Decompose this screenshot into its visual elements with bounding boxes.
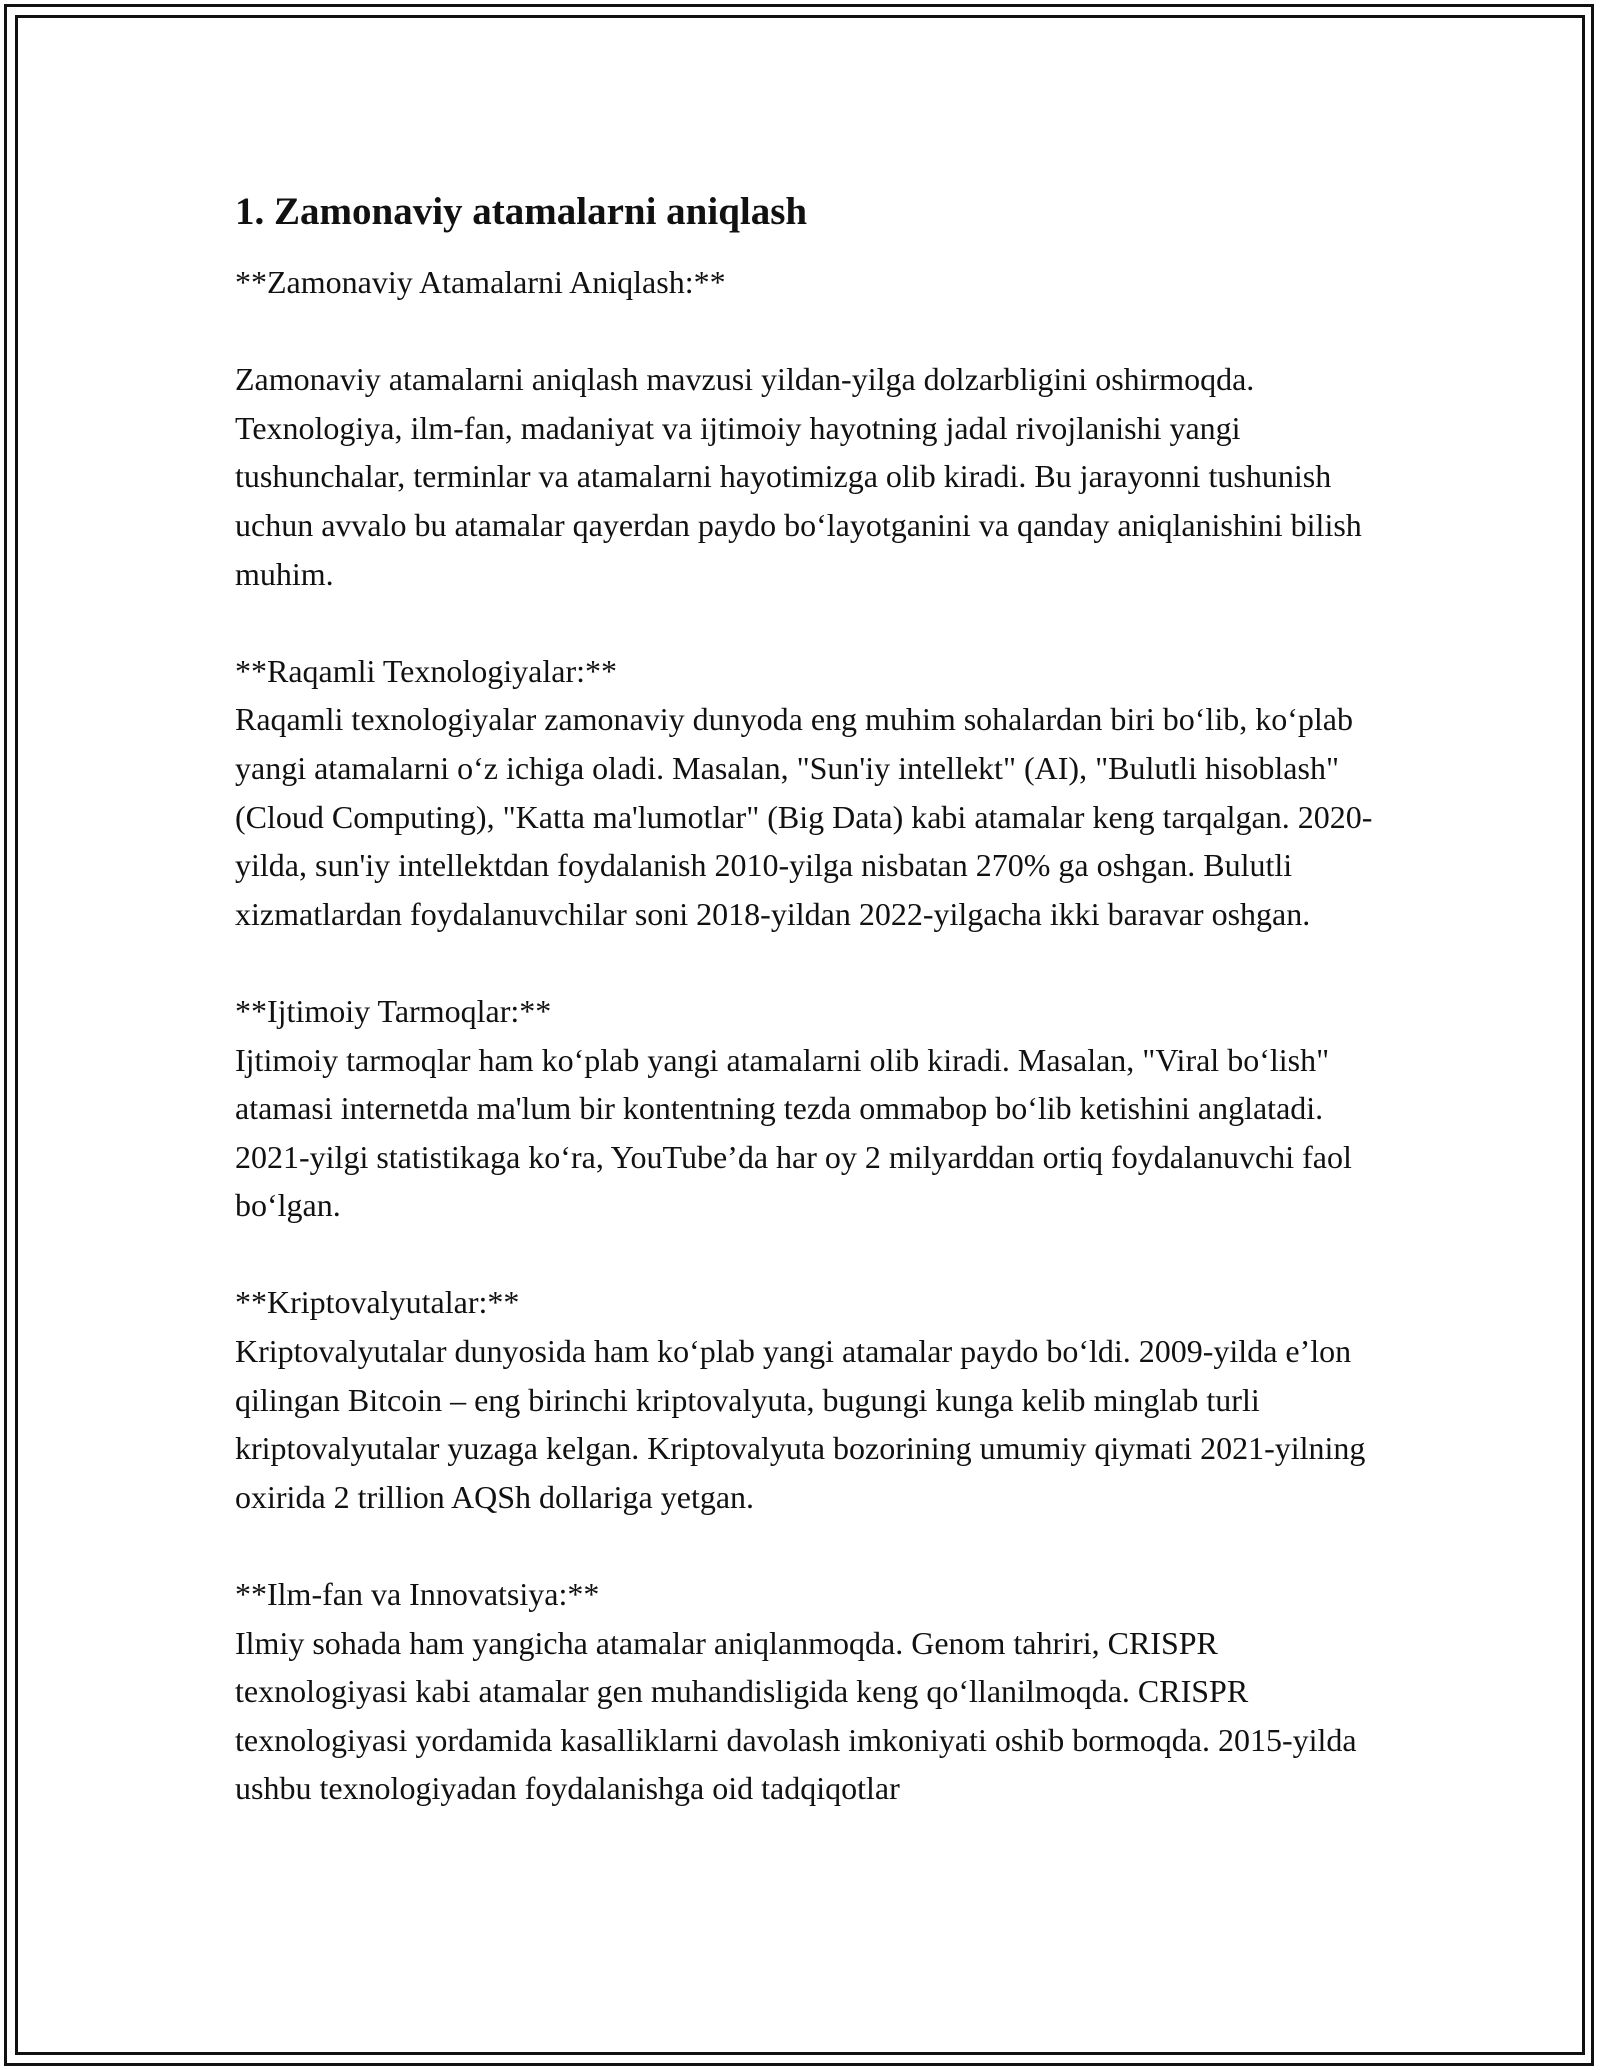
section-heading: **Raqamli Texnologiyalar:** — [235, 652, 617, 689]
section-paragraph: Ilmiy sohada ham yangicha atamalar aniqlanmoqda. Genom tahriri, CRISPR texnologiyasi kabi atamalar gen muhandisligida keng qo‘llanilmoqda. CRISPR texnologiyasi yordamida kasalliklarni davolash imkoniyati oshib bormoqda. 2015-yilda ushbu texnologiyadan foydalanishga oid tadqiqotlar — [235, 1624, 1357, 1807]
section-paragraph: Ijtimoiy tarmoqlar ham ko‘plab yangi atamalarni olib kiradi. Masalan, "Viral bo‘lish" atamasi internetda ma'lum bir kontentning tezda ommabop bo‘lib ketishini anglatadi. 2021-yilgi statistikaga ko‘ra, YouTube’da har oy 2 milyarddan ortiq foydalanuvchi faol bo‘lgan. — [235, 1041, 1352, 1224]
section-paragraph: Raqamli texnologiyalar zamonaviy dunyoda eng muhim sohalardan biri bo‘lib, ko‘plab yangi atamalarni o‘z ichiga oladi. Masalan, "Sun'iy intellekt" (AI), "Bulutli hisoblash" (Cloud Computing), "Katta ma'lumotlar" (Big Data) kabi atamalar keng tarqalgan. 2020-yilda, sun'iy intellektdan foydalanish 2010-yilga nisbatan 270% ga oshgan. Bulutli xizmatlardan foydalanuvchilar soni 2018-yildan 2022-yilgacha ikki baravar oshgan. — [235, 701, 1373, 932]
document-body — [235, 186, 1375, 1813]
section-heading: **Ilm-fan va Innovatsiya:** — [235, 1576, 600, 1613]
section-kriptovalyutalar — [235, 1278, 1375, 1521]
section-ilm-fan-innovatsiya — [235, 1570, 1375, 1813]
intro-heading: **Zamonaviy Atamalarni Aniqlash:** — [235, 264, 726, 300]
page-title: 1. Zamonaviy atamalarni aniqlash — [235, 190, 808, 233]
section-heading: **Ijtimoiy Tarmoqlar:** — [235, 992, 552, 1029]
section-ijtimoiy-tarmoqlar — [235, 987, 1375, 1230]
section-raqamli-texnologiyalar — [235, 647, 1375, 939]
section-heading: **Kriptovalyutalar:** — [235, 1284, 520, 1321]
section-paragraph: Kriptovalyutalar dunyosida ham ko‘plab yangi atamalar paydo bo‘ldi. 2009-yilda e’lon qilingan Bitcoin – eng birinchi kriptovalyuta, bugungi kunga kelib minglab turli kriptovalyutalar yuzaga kelgan. Kriptovalyuta bozorining umumiy qiymati 2021-yilning oxirida 2 trillion AQSh dollariga yetgan. — [235, 1333, 1366, 1515]
intro-paragraph: Zamonaviy atamalarni aniqlash mavzusi yildan-yilga dolzarbligini oshirmoqda. Texnologiya, ilm-fan, madaniyat va ijtimoiy hayotning jadal rivojlanishi yangi tushunchalar, terminlar va atamalarni hayotimizga olib kiradi. Bu jarayonni tushunish uchun avvalo bu atamalar qayerdan paydo bo‘layotganini va qanday aniqlanishini bilish muhim. — [235, 361, 1362, 592]
